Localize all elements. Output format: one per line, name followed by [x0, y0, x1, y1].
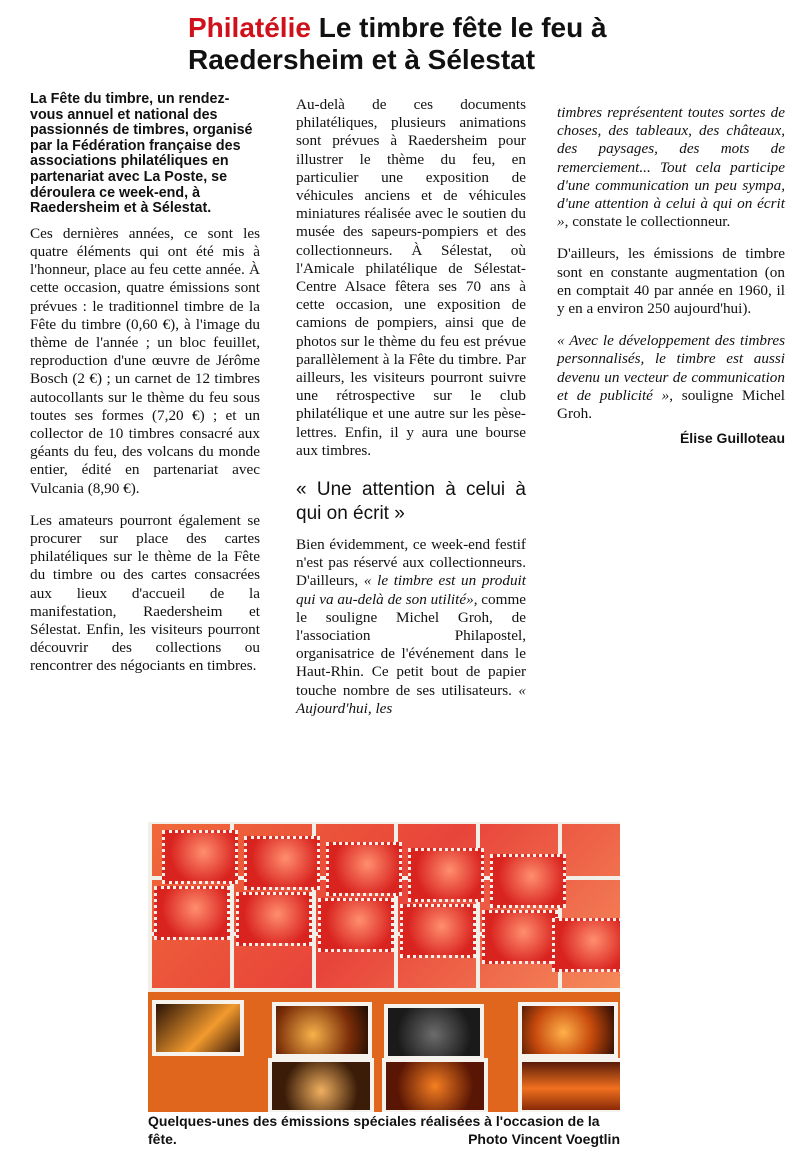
column-1 — [30, 92, 260, 690]
stamps-photo — [148, 822, 620, 1112]
paragraph: Ces dernières années, ce sont les quatre éléments qui ont été mis à l'honneur, place au feu cette année. À cette occasion, quatre émissions sont prévues : le traditionnel timbre de la Fête du timbre (0,60 €), à l'image du thème de l'année ; un bloc feuillet, reproduction d'une œuvre de Jérôme Bosch (2 €) ; un carnet de 12 timbres autocollants sur le thème du feu sous toutes ses formes (7,20 €) ; et un collector de 10 timbres consacré aux géants du feu, des volcans du monde entier, édité en partenariat avec Vulcania (8,90 €). — [30, 224, 260, 497]
paragraph: D'ailleurs, les émissions de timbre sont en constante augmentation (on en comptait 40 par année en 1960, il y en a environ 250 aujourd'hui). — [557, 245, 785, 318]
headline-kicker: Philatélie — [188, 12, 311, 43]
text: , comme le souligne Michel Groh, de l'association Philapostel, organisatrice de l'événement dans le Haut-Rhin. Ce petit bout de papier touche nombre de ses utilisateurs. — [296, 590, 527, 699]
quote: timbres représentent toutes sortes de choses, des tableaux, des châteaux, des paysages, des mots de remerciement... Tout cela participe d'une communication un peu sympa, d'une attention à celui à qui on écrit » — [557, 104, 785, 231]
stamp — [400, 904, 476, 958]
lead-paragraph: La Fête du timbre, un rendez-vous annuel et national des passionnés de timbres, organisé par la Fédération française des associations philatéliques en partenariat avec La Poste, se déroulera ce week-end, à Raedersheim et à Sélestat. — [30, 91, 253, 217]
paragraph — [557, 332, 785, 423]
quote: « le timbre est un produit qui va au-delà de son utilité» — [296, 572, 526, 608]
paragraph: Au-delà de ces documents philatéliques, plusieurs animations sont prévues à Raedersheim pour illustrer le thème du feu, en particulier une exposition de véhicules anciens et de véhicules miniatures réalisée avec le soutien du musée des sapeurs-pompiers et des collectionneurs. À Sélestat, où l'Amicale philatélique de Sélestat-Centre Alsace fêtera ses 70 ans à cette occasion, une exposition de camions de pompiers, ainsi que de photos sur le thème du feu est prévue parallèlement à la Fête du timbre. Par ailleurs, les visiteurs pourront suivre une rétrospective sur le club philatélique et une autre sur les pèse-lettres. Enfin, il y aura une bourse aux timbres. — [296, 96, 526, 459]
fire-stamp — [518, 1002, 618, 1058]
photo-credit: Photo Vincent Voegtlin — [468, 1131, 620, 1147]
text: , constate le collectionneur. — [564, 213, 731, 231]
fire-stamp — [152, 1000, 244, 1056]
text: Bien évidemment, ce week-end festif n'est pas réservé aux collectionneurs. D'ailleurs, — [296, 536, 526, 590]
stamp — [318, 898, 394, 952]
stamp — [236, 892, 312, 946]
fire-stamp — [268, 1058, 374, 1112]
stamp — [154, 886, 230, 940]
headline-title: Le timbre fête le feu à Raedersheim et à Sélestat — [188, 12, 607, 75]
stamp — [482, 910, 558, 964]
stamp — [162, 830, 238, 884]
stamp-sheet — [148, 822, 620, 992]
subheading: « Une attention à celui à qui on écrit » — [296, 479, 526, 525]
text: , souligne Michel Groh. — [557, 386, 786, 423]
stamp — [490, 854, 566, 908]
column-2 — [296, 96, 526, 732]
fire-stamp — [272, 1002, 372, 1058]
stamp — [408, 848, 484, 902]
paragraph: Les amateurs pourront également se procurer sur place des cartes philatéliques sur le thème de la Fête du timbre ou des cartes consacrées aux lieux d'accueil de la manifestation, Raedersheim et Sélestat. Enfin, les visiteurs pourront découvrir des collections ou rencontrer des négociants en timbres. — [30, 511, 260, 675]
column-3 — [557, 104, 785, 447]
caption-text: Quelques-unes des émissions spéciales réalisées à l'occasion de la fête. — [148, 1113, 600, 1147]
quote: « Avec le développement des timbres personnalisés, le timbre est aussi devenu un vecteur de communication et de publicité » — [557, 332, 785, 404]
photo-caption — [148, 1112, 620, 1148]
stamp — [552, 918, 620, 972]
paragraph — [557, 104, 785, 231]
byline: Élise Guilloteau — [679, 430, 785, 447]
paragraph — [296, 536, 526, 718]
headline — [188, 12, 628, 76]
fire-stamp — [518, 1058, 620, 1112]
stamp — [326, 842, 402, 896]
fire-stamp — [384, 1004, 484, 1060]
quote: « Aujourd'hui, les — [296, 681, 526, 717]
stamp-booklet — [148, 992, 620, 1112]
stamp — [244, 836, 320, 890]
fire-stamp — [382, 1058, 488, 1112]
